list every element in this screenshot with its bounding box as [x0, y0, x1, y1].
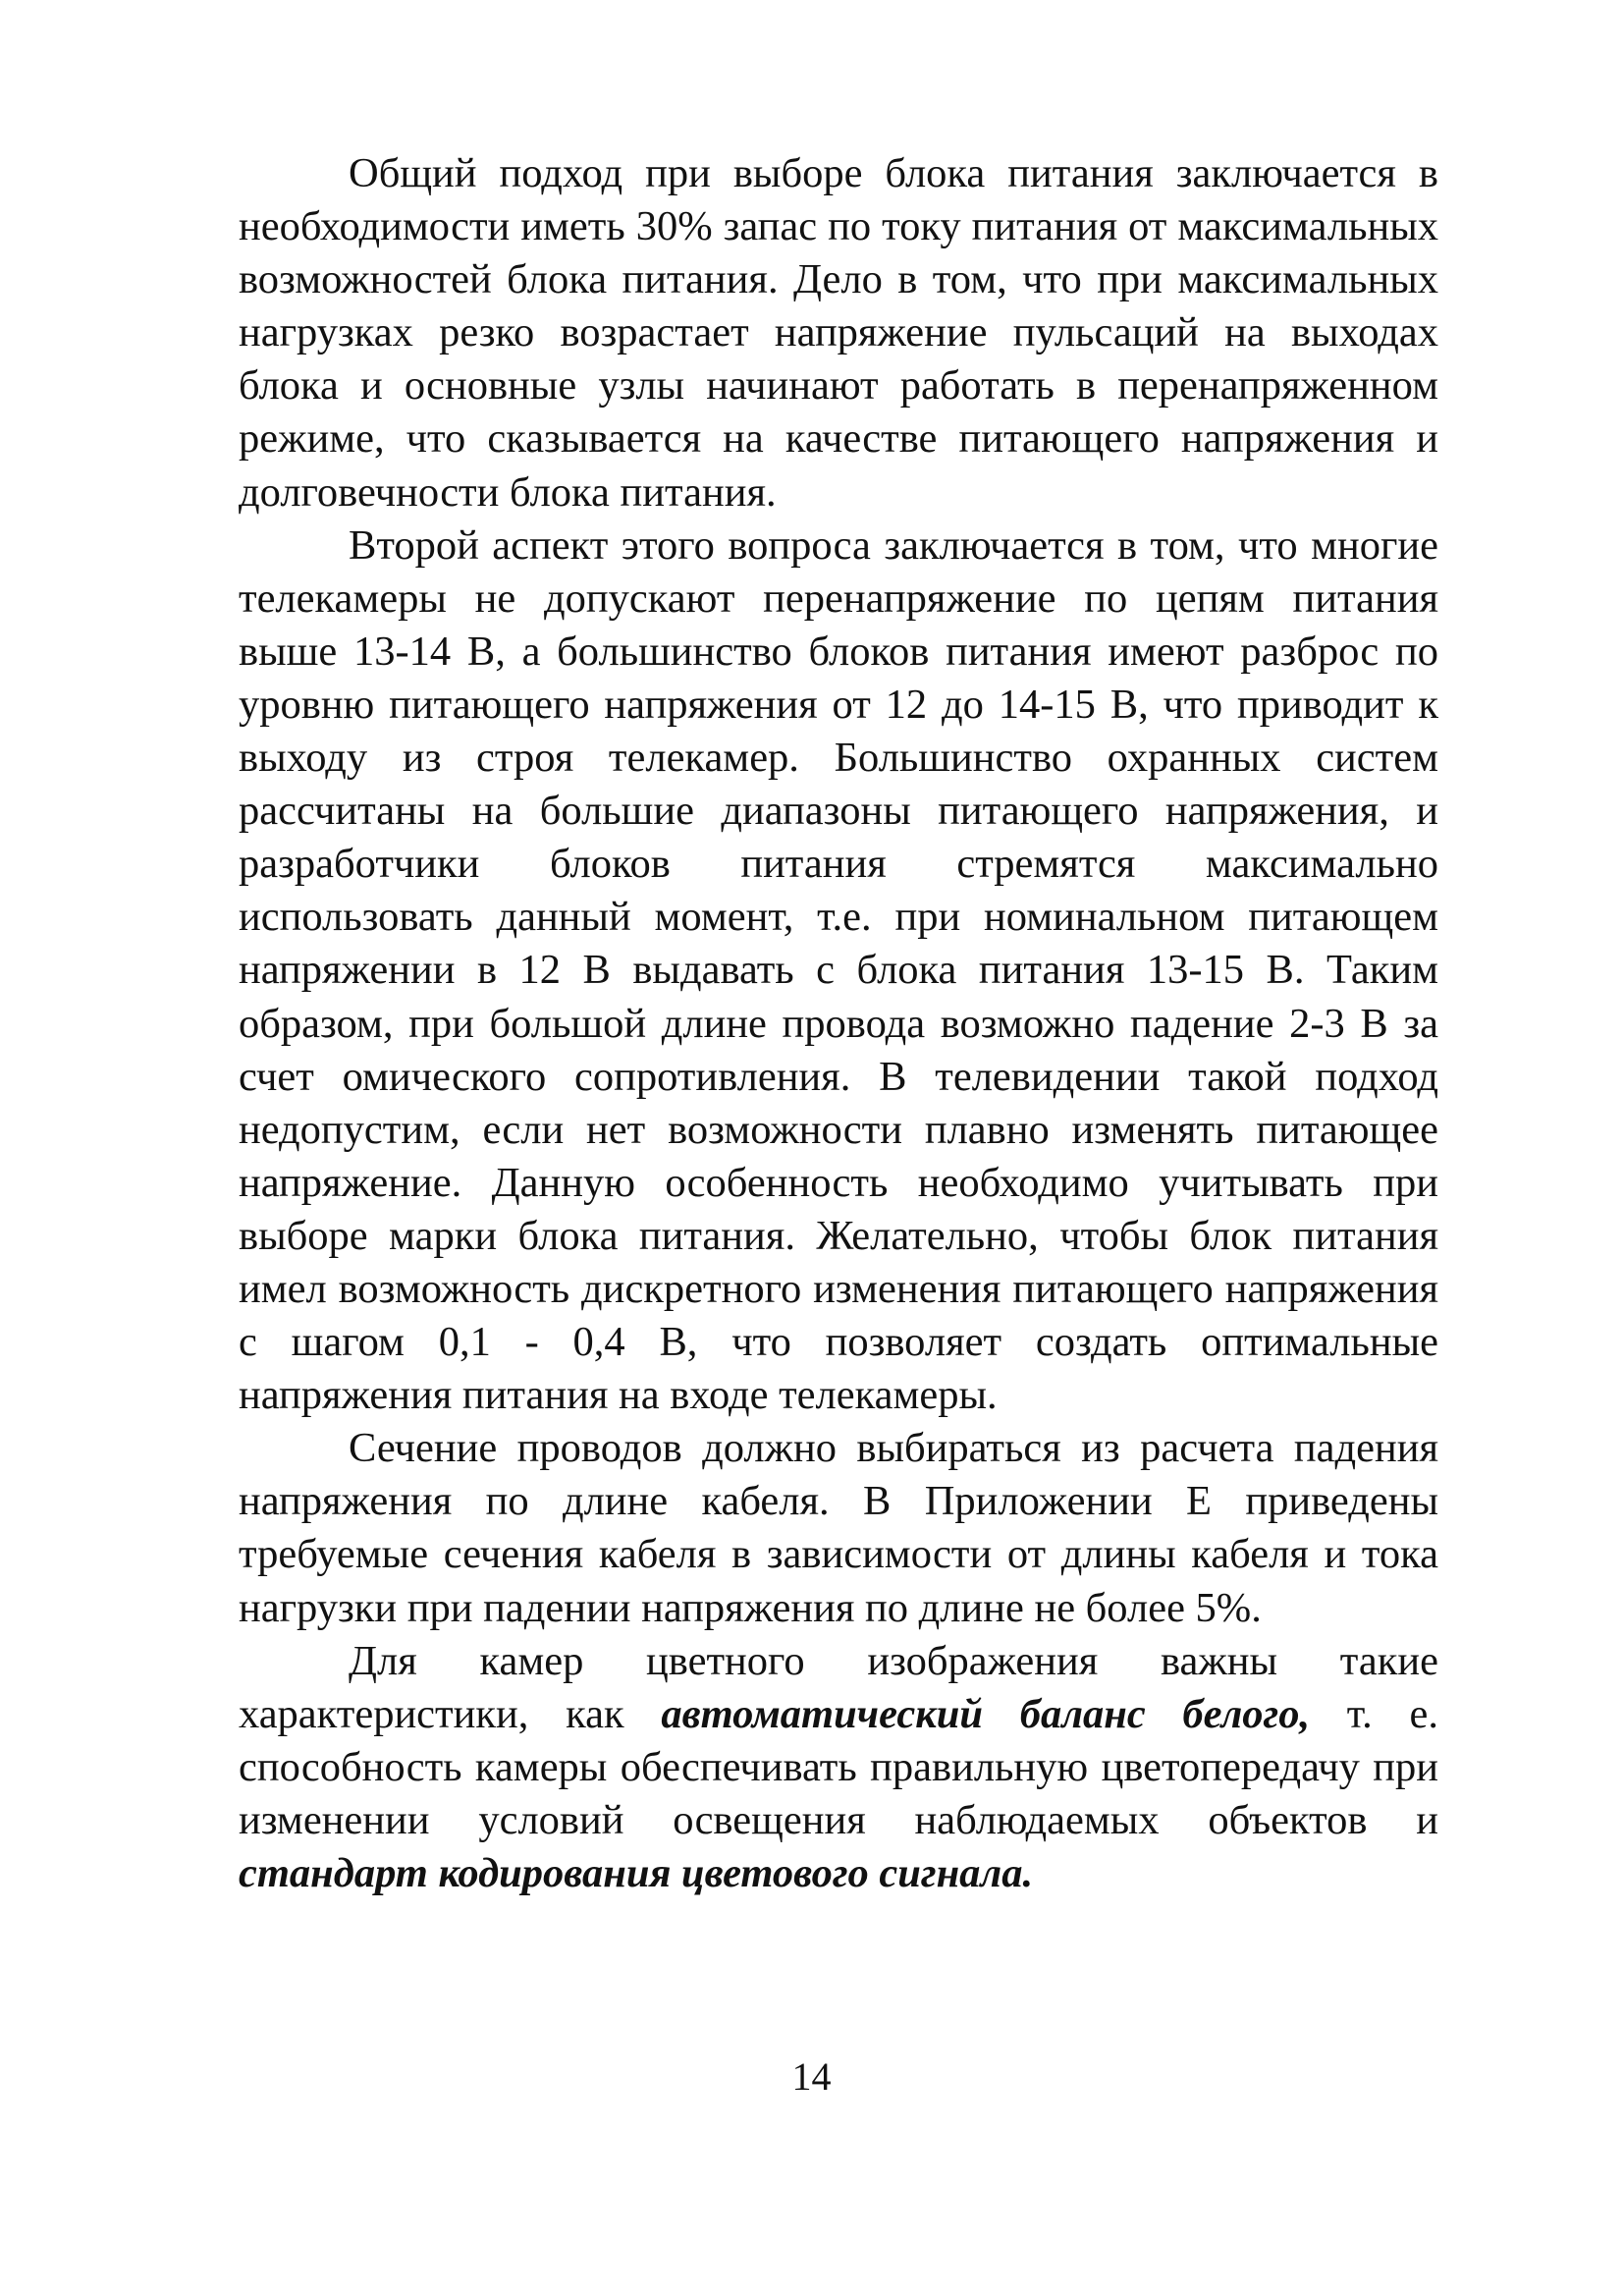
- term-white-balance: автоматический баланс белого,: [661, 1690, 1311, 1737]
- term-color-coding-standard: стандарт кодирования цветового сигнала.: [239, 1850, 1034, 1896]
- paragraph-text-part: т. е. способность камеры обеспечивать правильную цветопередачу при изменении условий освещения наблюдаемых объектов и: [239, 1690, 1438, 1843]
- document-page: [239, 147, 1438, 1900]
- paragraph-power-supply-margin: Общий подход при выборе блока питания заключается в необходимости иметь 30% запас по току питания от максимальных возможностей блока питания. Дело в том, что при максимальных нагрузках резко возрастает напряжение пульсаций на выходах блока и основные узлы начинают работать в перенапряженном режиме, что сказывается на качестве питающего напряжения и долговечности блока питания.: [239, 150, 1438, 516]
- paragraph-text-part: Для камер цветного изображения важны такие характеристики, как: [239, 1637, 1438, 1737]
- paragraph-color-cameras: [239, 1635, 1438, 1900]
- paragraph-wire-cross-section: Сечение проводов должно выбираться из расчета падения напряжения по длине кабеля. В Приложении Е приведены требуемые сечения кабеля в зависимости от длины кабеля и тока нагрузки при падении напряжения по длине не более 5%.: [239, 1425, 1438, 1631]
- paragraph-overvoltage-aspect: Второй аспект этого вопроса заключается в том, что многие телекамеры не допускают перенапряжение по цепям питания выше 13-14 В, а большинство блоков питания имеют разброс по уровню питающего напряжения от 12 до 14-15 В, что приводит к выходу из строя телекамер. Большинство охранных систем рассчитаны на большие диапазоны питающего напряжения, и разработчики блоков питания стремятся максимально использовать данный момент, т.е. при номинальном питающем напряжении в 12 В выдавать с блока питания 13-15 В. Таким образом, при большой длине провода возможно падение 2-3 В за счет омического сопротивления. В телевидении такой подход недопустим, если нет возможности плавно изменять питающее напряжение. Данную особенность необходимо учитывать при выборе марки блока питания. Желательно, чтобы блок питания имел возможность дискретного изменения питающего напряжения с шагом 0,1 - 0,4 В, что позволяет создать оптимальные напряжения питания на входе телекамеры.: [239, 521, 1438, 1419]
- page-number: 14: [791, 2054, 832, 2099]
